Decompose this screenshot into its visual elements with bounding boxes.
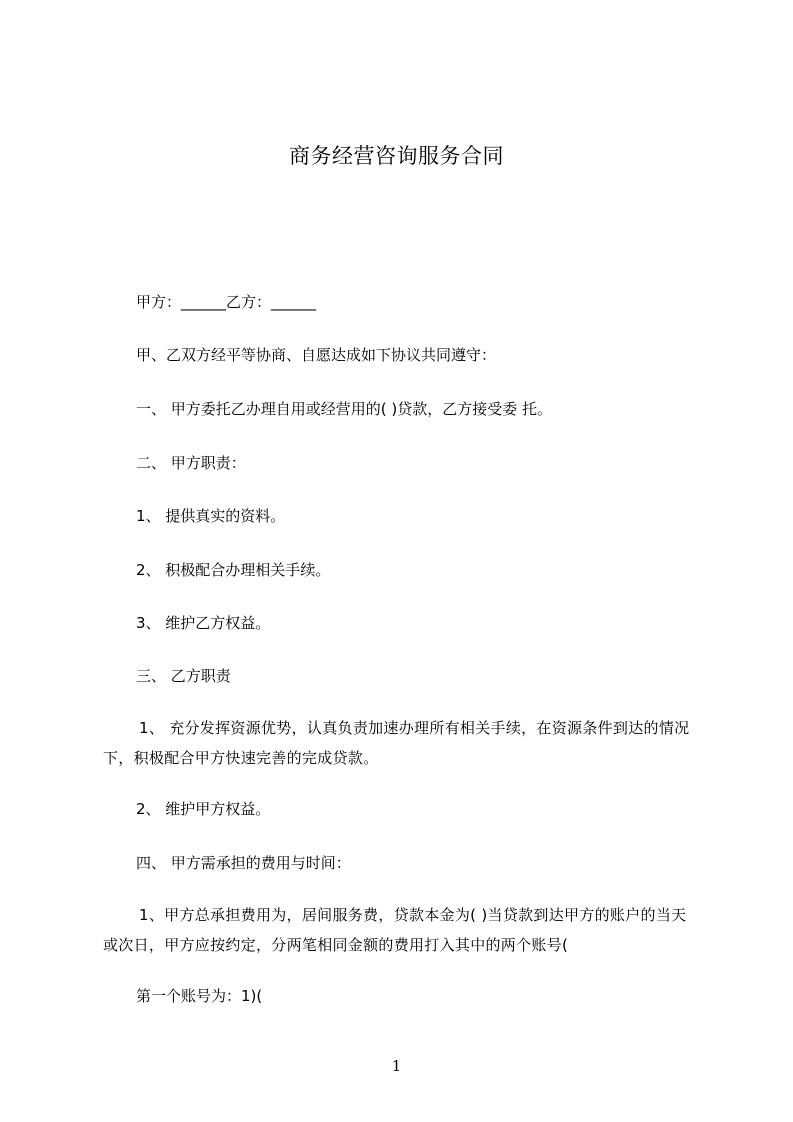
section-2-item-1: 1、 提供真实的资料。 — [136, 507, 286, 525]
section-4-item-1: 1、甲方总承担费用为，居间服务费，贷款本金为( )当贷款到达甲方的账户的当天或次日，甲方应按约定，分两笔相同金额的费用打入其中的两个账号( — [103, 906, 687, 954]
section-2-item-2: 2、 积极配合办理相关手续。 — [136, 561, 331, 579]
document-title: 商务经营咨询服务合同 — [289, 144, 504, 168]
section-4-heading: 四、 甲方需承担的费用与时间： — [136, 854, 351, 872]
section-3-heading: 三、 乙方职责 — [136, 667, 231, 685]
section-3-item-1: 1、 充分发挥资源优势，认真负责加速办理所有相关手续，在资源条件到达的情况下，积极配合甲方快速完善的完成贷款。 — [103, 719, 690, 767]
page-number: 1 — [391, 1057, 402, 1075]
intro-paragraph: 甲、乙双方经平等协商、自愿达成如下协议共同遵守： — [136, 346, 497, 364]
section-2-heading: 二、 甲方职责： — [136, 454, 246, 472]
section-1: 一、 甲方委托乙办理自用或经营用的( )贷款，乙方接受委 托。 — [136, 400, 553, 418]
section-2-item-3: 3、 维护乙方权益。 — [136, 614, 271, 632]
account-1-line: 第一个账号为：1)( — [136, 987, 263, 1005]
section-3-item-2: 2、 维护甲方权益。 — [136, 800, 271, 818]
parties-line: 甲方：______乙方：______ — [136, 293, 317, 311]
